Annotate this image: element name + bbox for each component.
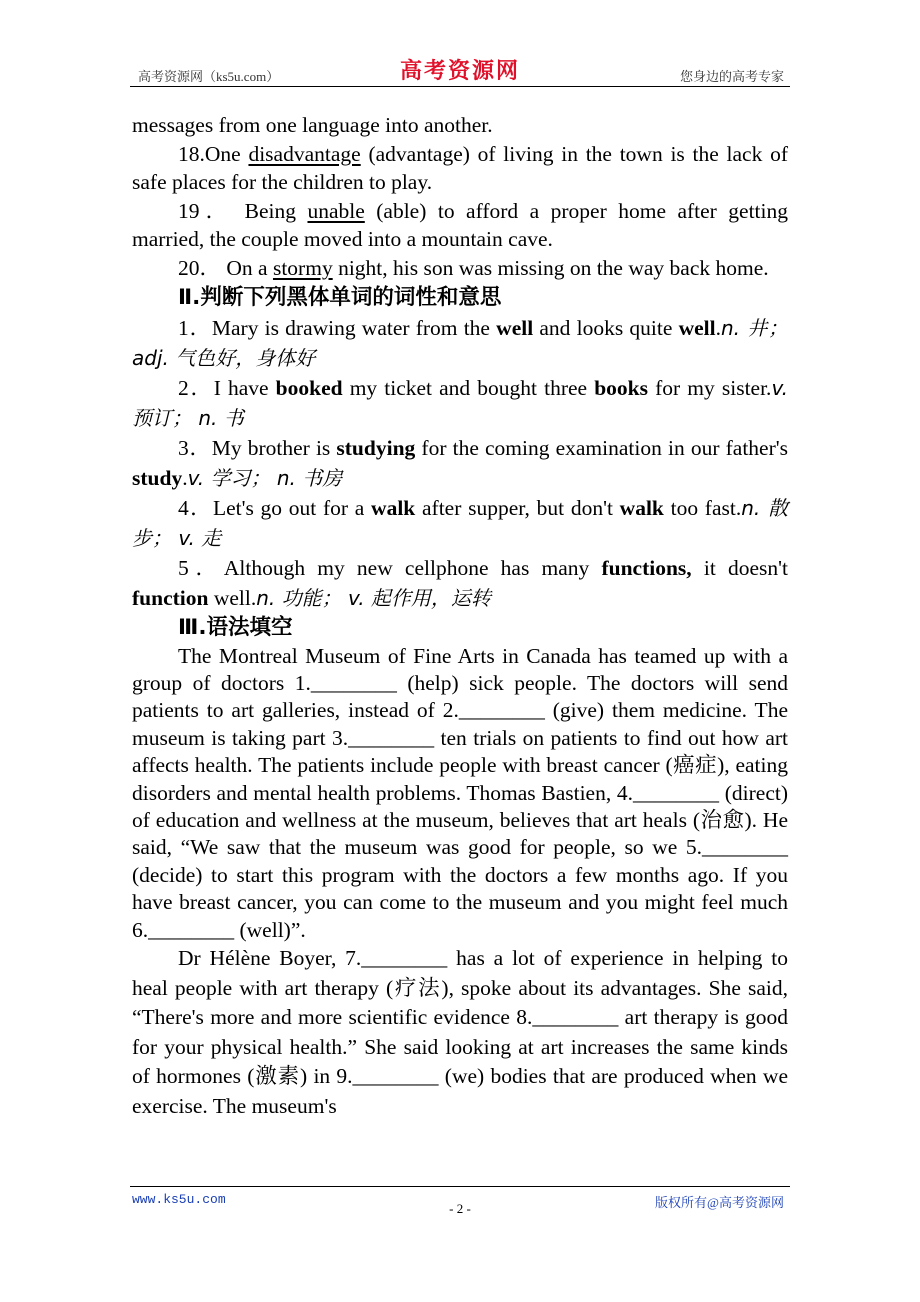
word-item-2: 2．I have booked my ticket and bought three books for my sister.v. 预订； n. 书 [132, 375, 788, 430]
word-item-3: 3．My brother is studying for the coming examination in our father's study.v. 学习； n. 书房 [132, 435, 788, 490]
exercise-item-19: 19． Being unable (able) to afford a proper home after getting married, the couple moved into a mountain cave. [132, 198, 789, 252]
word-item-4: 4．Let's go out for a walk after supper, but don't walk too fast.n. 散步； v. 走 [132, 495, 788, 550]
passage-paragraph-1: The Montreal Museum of Fine Arts in Canada has teamed up with a group of doctors 1.________ (help) sick people. The doctors will send patients to art galleries, instead of 2.________ (give) them medicine. The museum is taking part 3.________ ten trials on patients to find out how art affects health. The patients include people with breast cancer (癌症), eating disorders and mental health problems. Thomas Bastien, 4.________ (direct) of education and wellness at the museum, believes that art heals (治愈). He said, “We saw that the museum was good for people, so we 5.________ (decide) to start this program with the doctors a few months ago. If you have breast cancer, you can come to the museum and you might feel much 6.________ (well)”. [132, 643, 788, 942]
answer-word: unable [307, 198, 365, 223]
footer-copyright: 版权所有@高考资源网 [655, 1195, 784, 1210]
page-header [130, 52, 790, 87]
header-site-name: 高考资源网（ks5u.com） [138, 69, 280, 84]
word-item-5: 5．Although my new cellphone has many functions, it doesn't function well.n. 功能； v. 起作用，运转 [132, 555, 788, 610]
answer-text: n. 功能； v. 起作用，运转 [256, 585, 491, 610]
page-number: - 2 - [449, 1201, 471, 1216]
answer-word: disadvantage [248, 141, 361, 166]
header-slogan: 您身边的高考专家 [679, 69, 784, 84]
section-title-3: Ⅲ.语法填空 [178, 614, 293, 640]
answer-text: v. 学习； n. 书房 [187, 465, 343, 490]
exercise-item-18: 18.One disadvantage (advantage) of living in the town is the lack of safe places for the children to play. [132, 141, 789, 195]
section-title-2: Ⅱ.判断下列黑体单词的词性和意思 [178, 284, 502, 310]
answer-text: v. 预订； n. 书 [132, 375, 788, 430]
answer-text: n. 散步； v. 走 [132, 495, 788, 550]
document-body [132, 111, 788, 1122]
exercise-item-20: 20． On a stormy night, his son was missing on the way back home. [178, 255, 769, 280]
header-logo: 高考资源网 [399, 58, 520, 84]
footer-url[interactable]: www.ks5u.com [132, 1192, 226, 1207]
page-footer [130, 1186, 790, 1227]
answer-text: n. 井； adj. 气色好，身体好 [132, 315, 788, 370]
passage-paragraph-2: Dr Hélène Boyer, 7.________ has a lot of experience in helping to heal people with art therapy (疗法), spoke about its advantages. She said, “There's more and more scientific evidence 8.________ art therapy is good for your physical health.” She said looking at art increases the same kinds of hormones (激素) in 9.________ (we) bodies that are produced when we exercise. The museum's [132, 946, 788, 1118]
continuation-line: messages from one language into another. [132, 113, 493, 137]
word-item-1: 1．Mary is drawing water from the well and looks quite well.n. 井； adj. 气色好，身体好 [132, 315, 788, 370]
answer-word: stormy [272, 255, 333, 280]
